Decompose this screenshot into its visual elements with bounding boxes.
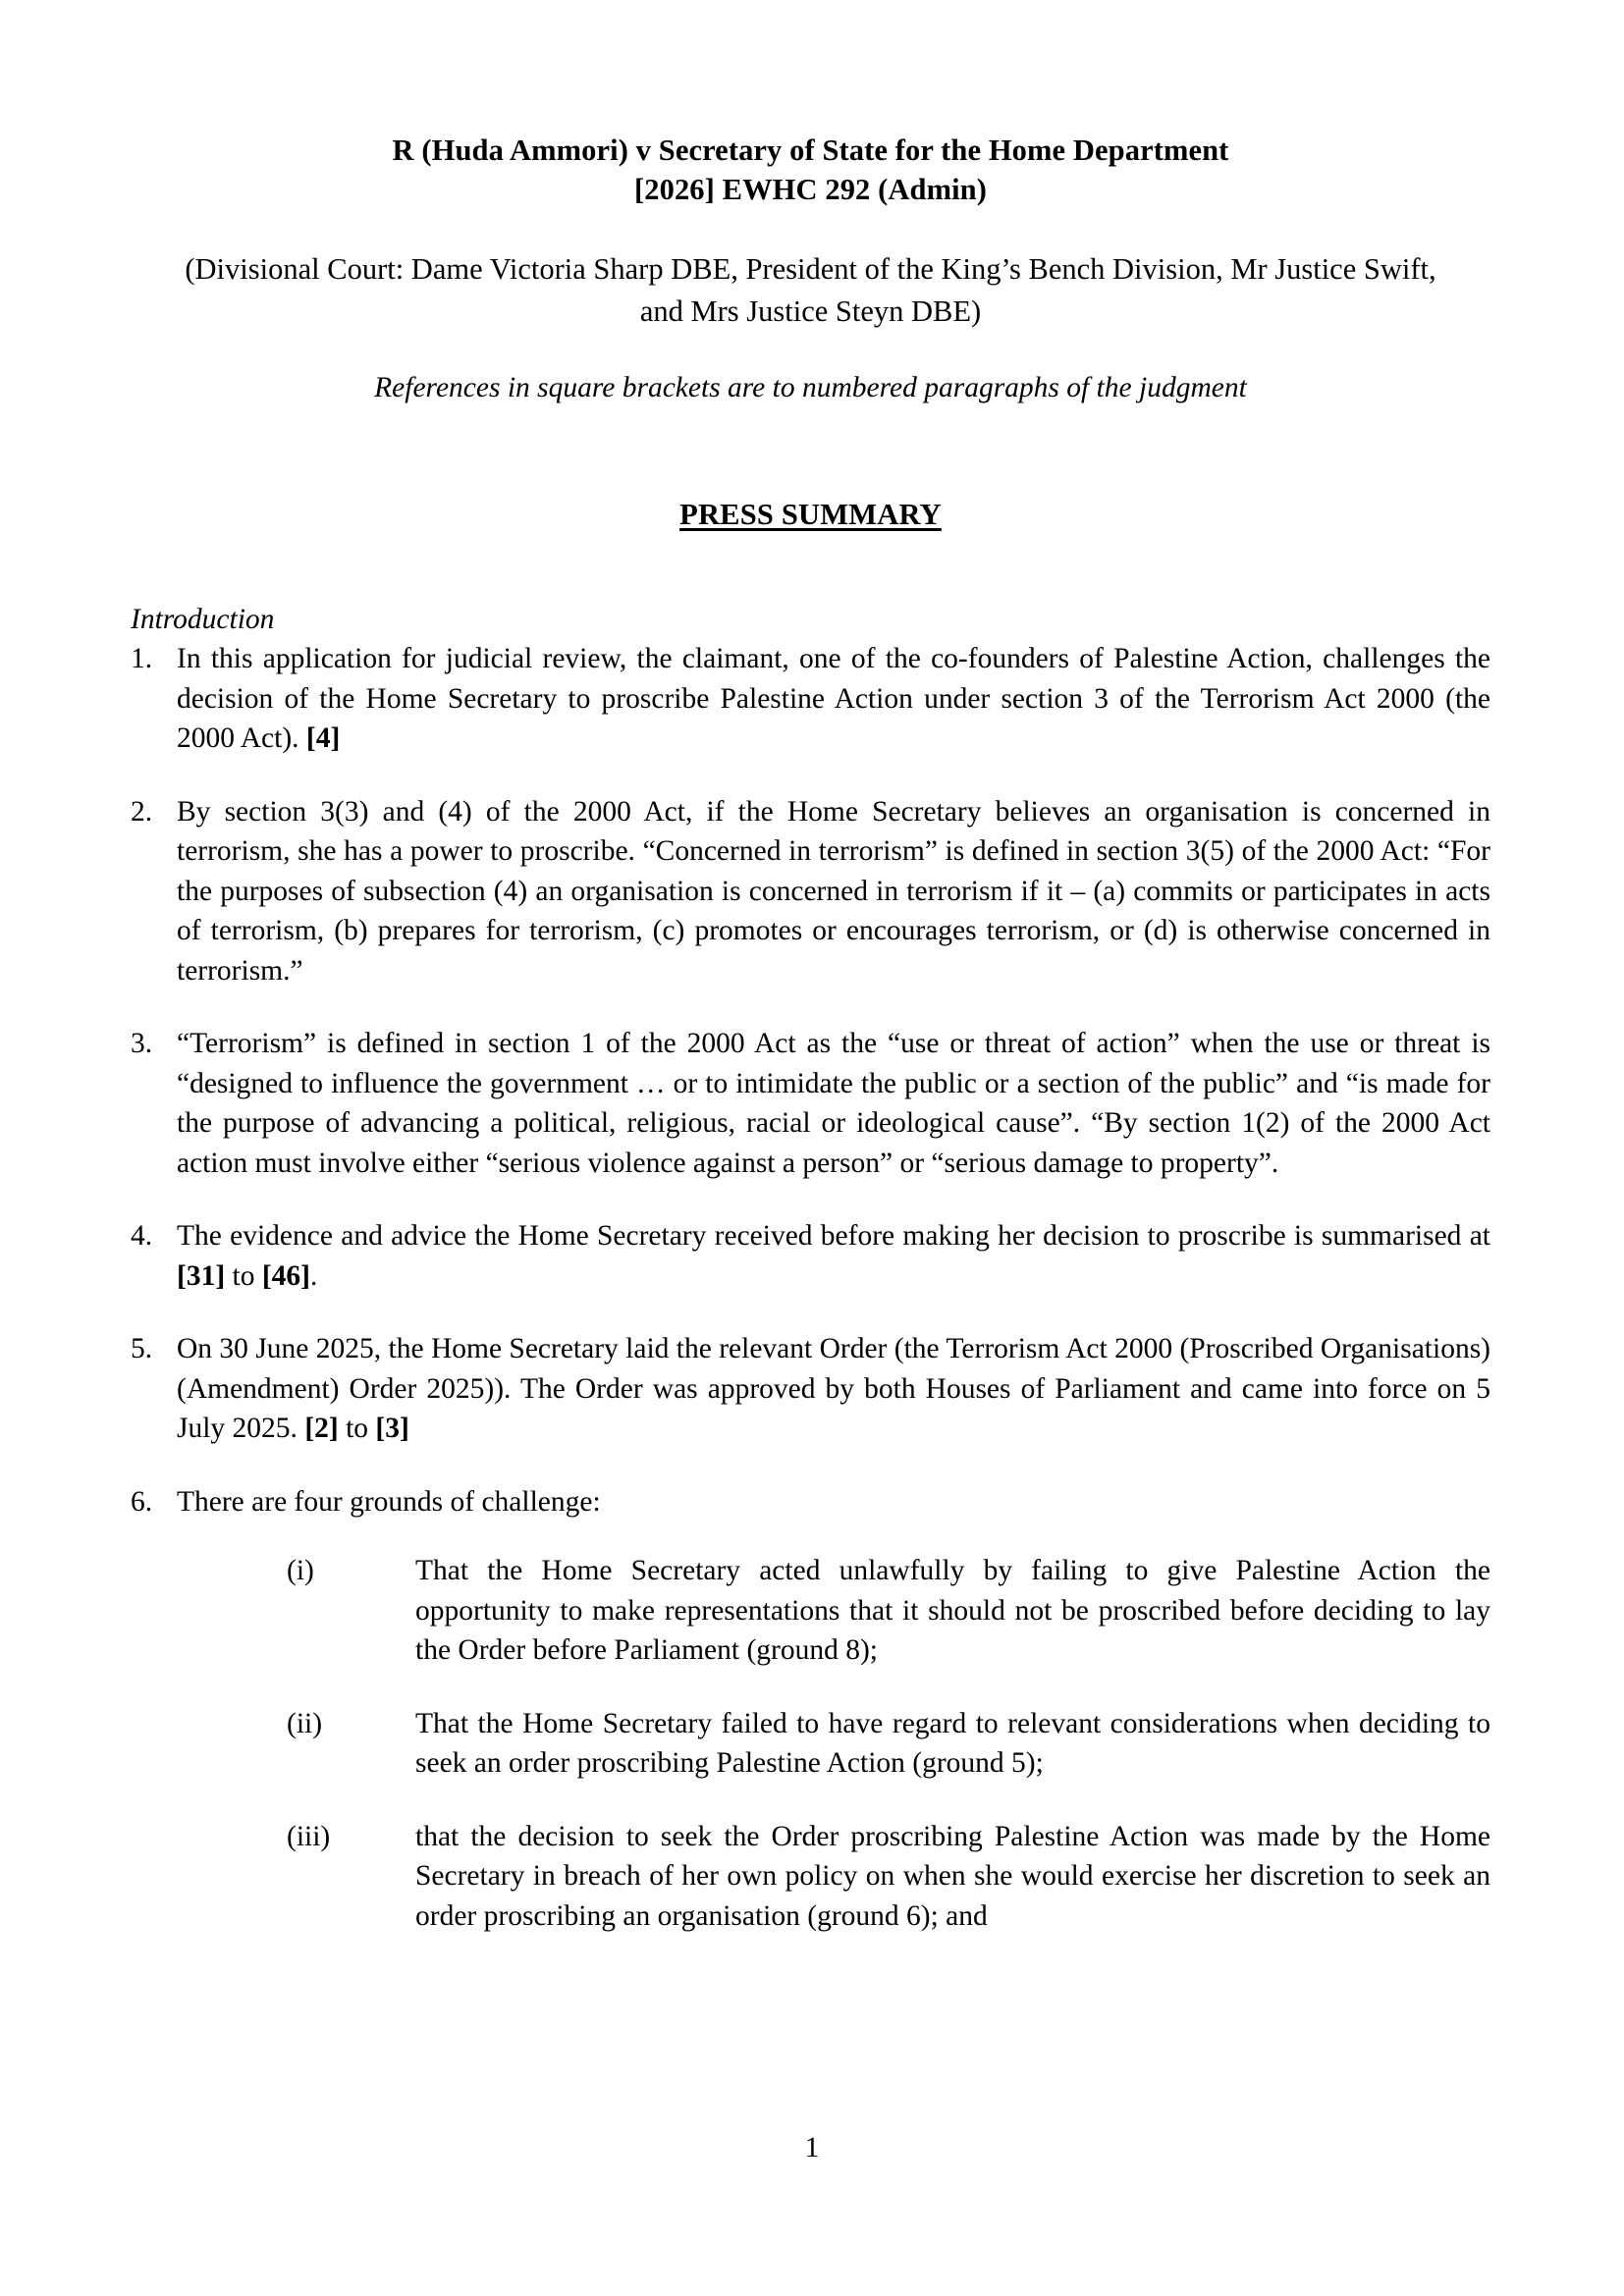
paragraph-marker: 4. [131, 1220, 153, 1252]
brackets-note: References in square brackets are to numbered paragraphs of the judgment [374, 372, 1247, 403]
paragraph-5 [131, 1329, 1490, 1449]
paragraph-2 [131, 792, 1490, 991]
ground-marker: (i) [287, 1555, 314, 1586]
paragraph-text-segment: . [310, 1259, 318, 1292]
judgment-reference: [2] [304, 1413, 339, 1444]
paragraph-text: “Terrorism” is defined in section 1 of the 2000 Act as the “use or threat of action” when the use or threat is “designed to influence the government … or to intimidate the public or a section of the public” and “is made for the purpose of advancing a political, religious, racial or ideological cause”. “By section 1(2) of the 2000 Act action must involve either “serious violence against a person” or “serious damage to property”. [177, 1028, 1490, 1179]
paragraph-text [177, 1329, 1490, 1449]
ground-text: that the decision to seek the Order proscribing Palestine Action was made by the Home Secretary in breach of her own policy on when she would exercise her discretion to seek an order proscribing an organisation (ground 6); and [415, 1820, 1490, 1932]
section-heading-introduction: Introduction [131, 604, 275, 635]
ground-marker: (iii) [287, 1820, 331, 1852]
paragraph-marker: 5. [131, 1333, 153, 1364]
paragraph-text-segment: The evidence and advice the Home Secretary received before making her decision to proscribe is summarised at [177, 1220, 1490, 1252]
paragraph-text-segment: On 30 June 2025, the Home Secretary laid the relevant Order (the Terrorism Act 2000 (Proscribed Organisations) (Amendment) Order 2025)). The Order was approved by both Houses of Parliament and came into force on 5 July 2025. [177, 1333, 1490, 1444]
paragraph-marker: 6. [131, 1485, 153, 1518]
paragraph-1 [131, 639, 1490, 759]
press-summary-heading [131, 498, 1490, 532]
judgment-reference: [46] [261, 1259, 311, 1292]
numbered-paragraph-list [131, 639, 1490, 1936]
ground-iii [241, 1817, 1490, 1937]
paragraph-3 [131, 1024, 1490, 1183]
case-title-line-1: R (Huda Ammori) v Secretary of State for the Home Department [392, 133, 1229, 167]
ground-text: That the Home Secretary failed to have regard to relevant considerations when deciding to seek an order proscribing Palestine Action (ground 5); [415, 1707, 1490, 1779]
judgment-reference: [3] [375, 1413, 409, 1444]
ground-text: That the Home Secretary acted unlawfully by failing to give Palestine Action the opportunity to make representations that it should not be proscribed before deciding to lay the Order before Parliament (ground 8); [415, 1555, 1490, 1666]
paragraph-text: By section 3(3) and (4) of the 2000 Act, if the Home Secretary believes an organisation is concerned in terrorism, she has a power to proscribe. “Concerned in terrorism” is defined in section 3(5) of the 2000 Act: “For the purposes of subsection (4) an organisation is concerned in terrorism if it – (a) commits or participates in acts of terrorism, (b) prepares for terrorism, (c) promotes or encourages terrorism, or (d) is otherwise concerned in terrorism.” [177, 795, 1490, 987]
paragraph-text-segment: In this application for judicial review, the claimant, one of the co-founders of Palestine Action, challenges the decision of the Home Secretary to proscribe Palestine Action under section 3 of the Terrorism Act 2000 (the 2000 Act). [177, 643, 1490, 754]
court-composition: (Divisional Court: Dame Victoria Sharp DBE, President of the King’s Bench Division, Mr Justice Swift, and Mrs Justice Steyn DBE) [185, 252, 1436, 328]
paragraph-text [177, 639, 1490, 759]
paragraph-text [177, 1216, 1490, 1296]
page-content [131, 0, 1490, 1936]
case-title [131, 131, 1490, 209]
paragraph-marker: 3. [131, 1028, 153, 1059]
ground-ii [241, 1704, 1490, 1784]
press-summary-heading-text: PRESS SUMMARY [679, 498, 942, 531]
paragraph-6 [131, 1482, 1490, 1937]
case-citation: [2026] EWHC 292 (Admin) [634, 173, 987, 206]
paragraph-marker: 1. [131, 643, 153, 674]
grounds-list [177, 1551, 1490, 1936]
ground-marker: (ii) [287, 1707, 323, 1739]
judgment-reference: [4] [305, 722, 341, 754]
judgment-reference: [31] [177, 1259, 226, 1292]
paragraph-4 [131, 1216, 1490, 1296]
paragraph-text-segment: to [225, 1259, 262, 1292]
paragraph-text-segment: to [338, 1413, 376, 1444]
paragraph-marker: 2. [131, 795, 153, 828]
paragraph-text: There are four grounds of challenge: [177, 1485, 601, 1518]
ground-i [241, 1551, 1490, 1671]
page-number: 1 [804, 2132, 820, 2163]
